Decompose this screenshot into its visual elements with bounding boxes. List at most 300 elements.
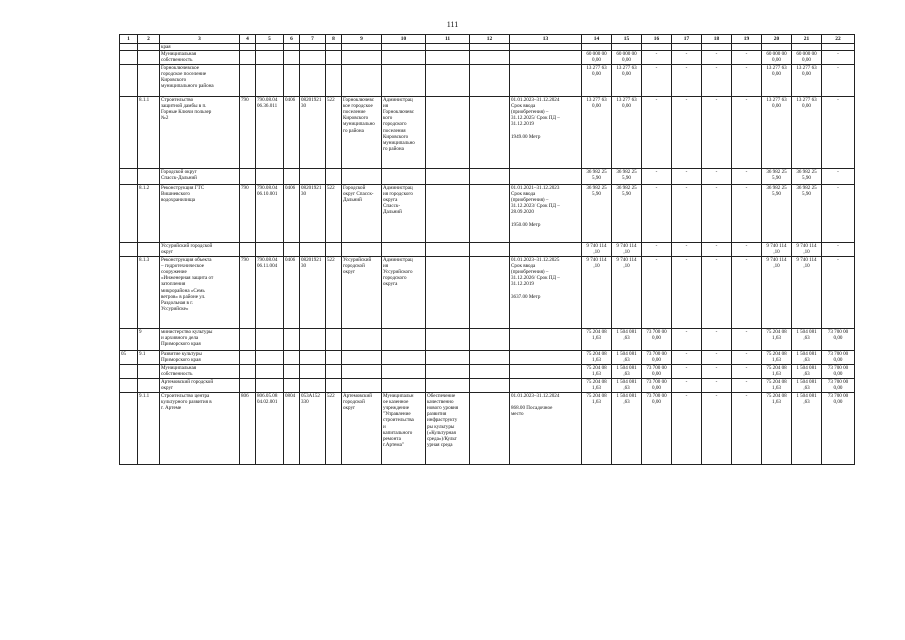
table-cell: 73 700 00 0,00	[822, 329, 855, 351]
table-row	[120, 51, 855, 65]
table-cell: -	[822, 65, 855, 97]
table-cell	[470, 51, 510, 65]
table-cell: -	[642, 97, 672, 169]
table-cell: 0406	[284, 97, 300, 169]
table-cell: -	[672, 379, 702, 393]
table-cell: Горноключевское городское поселение Кировского муниципального района	[160, 65, 240, 97]
table-cell: 73 700 00 0,00	[822, 351, 855, 365]
table-row	[120, 257, 855, 329]
table-cell	[326, 379, 342, 393]
table-cell: 9 740 114 ,10	[612, 243, 642, 257]
table-cell: Администрац ия городского округа Спасск- Дальний	[382, 185, 426, 243]
table-cell: 36 982 25 5,90	[582, 169, 612, 185]
table-cell: 806	[240, 393, 256, 465]
table-cell: 36 982 25 5,90	[762, 185, 792, 243]
table-cell	[120, 185, 138, 243]
table-cell	[382, 379, 426, 393]
table-cell: 1 504 081 ,63	[612, 365, 642, 379]
table-cell: -	[702, 185, 732, 243]
table-cell	[342, 379, 382, 393]
table-cell	[240, 243, 256, 257]
table-cell: 73 700 00 0,00	[642, 393, 672, 465]
table-row	[120, 65, 855, 97]
column-header: 5	[256, 35, 284, 44]
table-cell: 9.1	[138, 351, 160, 365]
table-cell	[342, 44, 382, 51]
table-cell	[426, 243, 470, 257]
table-cell	[326, 329, 342, 351]
table-cell	[342, 65, 382, 97]
table-cell: 73 700 00 0,00	[642, 365, 672, 379]
table-cell	[138, 169, 160, 185]
table-cell	[822, 44, 855, 51]
table-cell	[612, 44, 642, 51]
table-cell: Уссурийский городской округ	[342, 257, 382, 329]
table-cell	[510, 44, 582, 51]
column-header: 15	[612, 35, 642, 44]
table-cell	[426, 351, 470, 365]
table-cell: -	[672, 185, 702, 243]
table-cell: 01.01.2023–31.12.2025 Срок ввода (приобретения) – 31.12.2026/ Срок ПД – 31.12.2019 3637.00 Метр	[510, 257, 582, 329]
table-cell	[470, 257, 510, 329]
table-cell: 9 740 114 ,10	[792, 257, 822, 329]
table-cell: 13 277 63 0,00	[612, 65, 642, 97]
table-cell: 01.01.2021–31.12.2023 Срок ввода (приобретения) – 31.12.2023/ Срок ПД – 28.09.2020 1950.00 Метр	[510, 185, 582, 243]
table-cell	[426, 51, 470, 65]
table-cell	[120, 243, 138, 257]
table-cell: 36 982 25 5,90	[612, 169, 642, 185]
table-cell	[300, 51, 326, 65]
table-cell: 9 740 114 ,10	[762, 257, 792, 329]
table-cell	[256, 44, 284, 51]
table-cell	[284, 51, 300, 65]
column-header: 7	[300, 35, 326, 44]
table-cell	[470, 365, 510, 379]
table-cell	[300, 329, 326, 351]
table-cell	[120, 329, 138, 351]
table-cell: -	[702, 65, 732, 97]
table-cell	[582, 44, 612, 51]
table-cell	[120, 97, 138, 169]
table-cell: 0406	[284, 257, 300, 329]
table-cell: -	[732, 243, 762, 257]
table-cell	[256, 51, 284, 65]
table-cell: 36 982 25 5,90	[612, 185, 642, 243]
table-row	[120, 329, 855, 351]
table-cell: -	[642, 169, 672, 185]
header-row	[120, 35, 855, 44]
table-cell	[138, 243, 160, 257]
table-cell	[284, 365, 300, 379]
table-cell	[284, 44, 300, 51]
table-cell	[284, 329, 300, 351]
table-cell: -	[702, 169, 732, 185]
column-header: 3	[160, 35, 240, 44]
table-cell	[470, 379, 510, 393]
table-cell: Уссурийский городской округ	[160, 243, 240, 257]
table-cell: 0406	[284, 185, 300, 243]
table-cell: 9 740 114 ,10	[582, 257, 612, 329]
table-cell: -	[672, 329, 702, 351]
table-cell	[300, 379, 326, 393]
table-cell: 75 204 08 1,63	[762, 379, 792, 393]
table-cell	[120, 65, 138, 97]
column-header: 17	[672, 35, 702, 44]
table-cell: -	[642, 257, 672, 329]
table-cell: -	[732, 169, 762, 185]
table-cell	[426, 44, 470, 51]
table-cell	[326, 44, 342, 51]
table-cell: 9 740 114 ,10	[792, 243, 822, 257]
table-cell: 790.08.04 06.11.004	[256, 257, 284, 329]
table-cell: Реконструкция ГТС Вишневского водохранилища	[160, 185, 240, 243]
table-cell	[256, 365, 284, 379]
table-cell: 75 204 08 1,63	[762, 393, 792, 465]
table-cell	[702, 44, 732, 51]
table-cell	[382, 243, 426, 257]
table-cell: 60 000 00 0,00	[612, 51, 642, 65]
table-cell: 522	[326, 97, 342, 169]
table-cell	[470, 44, 510, 51]
table-cell: 1 504 081 ,63	[612, 393, 642, 465]
table-cell	[300, 365, 326, 379]
table-cell: 36 982 25 5,90	[792, 185, 822, 243]
table-cell	[762, 44, 792, 51]
table-cell	[510, 51, 582, 65]
table-cell: 36 982 25 5,90	[762, 169, 792, 185]
column-header: 8	[326, 35, 342, 44]
table-cell	[300, 243, 326, 257]
table-cell: 08201921 30	[300, 257, 326, 329]
table-cell: -	[702, 243, 732, 257]
table-cell	[342, 329, 382, 351]
table-cell	[426, 169, 470, 185]
table-cell: 73 700 00 0,00	[642, 351, 672, 365]
table-cell	[300, 169, 326, 185]
table-cell	[510, 379, 582, 393]
table-cell: 73 700 00 0,00	[642, 329, 672, 351]
table-cell	[256, 169, 284, 185]
table-cell	[382, 169, 426, 185]
table-cell	[240, 329, 256, 351]
table-cell: 1 504 081 ,63	[792, 379, 822, 393]
table-cell	[256, 243, 284, 257]
column-header: 19	[732, 35, 762, 44]
table-row	[120, 97, 855, 169]
table-cell: 522	[326, 257, 342, 329]
table-cell: 75 204 08 1,63	[762, 351, 792, 365]
table-cell	[342, 243, 382, 257]
table-cell	[240, 169, 256, 185]
table-cell	[342, 365, 382, 379]
table-cell: Строительство центра культурного развития в г. Артеме	[160, 393, 240, 465]
table-cell	[510, 351, 582, 365]
table-cell	[326, 169, 342, 185]
table-cell	[382, 365, 426, 379]
table-cell: 9 740 114 ,10	[612, 257, 642, 329]
column-header: 22	[822, 35, 855, 44]
table-cell	[300, 44, 326, 51]
table-cell: -	[642, 51, 672, 65]
column-header: 16	[642, 35, 672, 44]
table-cell	[732, 44, 762, 51]
table-cell	[426, 379, 470, 393]
table-cell: 60 000 00 0,00	[762, 51, 792, 65]
table-cell: 36 982 25 5,90	[582, 185, 612, 243]
table-cell: 01.01.2023–31.12.2024 Срок ввода (приобретения) – 31.12.2025/ Срок ПД – 31.12.2019 1949.00 Метр	[510, 97, 582, 169]
table-cell	[510, 365, 582, 379]
table-cell	[470, 65, 510, 97]
table-cell: -	[822, 185, 855, 243]
table-row	[120, 185, 855, 243]
table-cell	[256, 329, 284, 351]
table-row	[120, 44, 855, 51]
table-cell: 9 740 114 ,10	[582, 243, 612, 257]
table-cell	[426, 365, 470, 379]
table-cell: -	[642, 185, 672, 243]
table-cell	[470, 393, 510, 465]
table-cell	[342, 169, 382, 185]
table-cell: -	[702, 257, 732, 329]
table-cell: 790	[240, 257, 256, 329]
table-cell: 9 740 114 ,10	[762, 243, 792, 257]
table-cell: Городской округ Спасск-Дальний	[160, 169, 240, 185]
column-header: 2	[138, 35, 160, 44]
table-cell: 75 204 08 1,63	[582, 379, 612, 393]
table-cell: министерство культуры и архивного дела Приморского края	[160, 329, 240, 351]
table-cell: 1 504 081 ,63	[612, 329, 642, 351]
table-cell: -	[642, 243, 672, 257]
table-cell	[510, 329, 582, 351]
table-cell: 13 277 63 0,00	[762, 65, 792, 97]
table-cell	[284, 243, 300, 257]
table-cell: -	[732, 97, 762, 169]
table-cell	[138, 44, 160, 51]
table-cell	[120, 393, 138, 465]
table-cell	[382, 65, 426, 97]
column-header: 10	[382, 35, 426, 44]
column-header: 13	[510, 35, 582, 44]
table-cell: Муниципальная собственность	[160, 365, 240, 379]
table-cell	[240, 65, 256, 97]
table-cell: 73 700 00 0,00	[822, 393, 855, 465]
table-cell: -	[732, 65, 762, 97]
table-cell: 1 504 081 ,63	[792, 365, 822, 379]
table-cell: 9.1.1	[138, 393, 160, 465]
table-row	[120, 169, 855, 185]
table-cell: Обеспечение качественно нового уровня развития инфраструкту ры культуры («Культурная среда»)/Культ урная среда	[426, 393, 470, 465]
table-cell: Реконструкция объекта – гидротехническое сооружение «Инженерная защита от затопления микрорайона «Семь ветров» в районе ул. Раздольная в г. Уссурийске»	[160, 257, 240, 329]
column-header: 1	[120, 35, 138, 44]
column-header: 14	[582, 35, 612, 44]
table-cell	[138, 379, 160, 393]
table-cell: 1 504 081 ,63	[792, 329, 822, 351]
table-body	[120, 35, 855, 465]
table-cell: 01.01.2023–31.12.2024 868.00 Посадочное место	[510, 393, 582, 465]
table-cell	[256, 379, 284, 393]
table-cell: Строительство защитной дамбы в п. Горные Ключи пользер №2	[160, 97, 240, 169]
table-cell: 60 000 00 0,00	[792, 51, 822, 65]
table-cell: Артемовский городской округ	[342, 393, 382, 465]
table-cell: Городской округ Спасск- Дальний	[342, 185, 382, 243]
table-cell	[138, 51, 160, 65]
table-cell: 522	[326, 185, 342, 243]
table-cell	[792, 44, 822, 51]
table-cell: 13 277 63 0,00	[582, 97, 612, 169]
table-cell	[284, 169, 300, 185]
table-cell: -	[702, 97, 732, 169]
table-cell: 13 277 63 0,00	[612, 97, 642, 169]
table-cell: -	[702, 379, 732, 393]
table-cell	[120, 365, 138, 379]
table-cell	[240, 365, 256, 379]
table-cell: 75 204 08 1,63	[762, 329, 792, 351]
column-header: 6	[284, 35, 300, 44]
table-cell: 08201921 30	[300, 97, 326, 169]
table-cell: 1 504 081 ,63	[792, 393, 822, 465]
table-cell: 73 700 00 0,00	[822, 365, 855, 379]
table-cell	[240, 379, 256, 393]
table-cell: 36 982 25 5,90	[792, 169, 822, 185]
table-cell: 8.1.1	[138, 97, 160, 169]
table-cell: 13 277 63 0,00	[792, 65, 822, 97]
table-cell	[120, 379, 138, 393]
table-cell: Администрац ия Горноключевс кого городского поселения Кировского муниципально го района	[382, 97, 426, 169]
table-cell	[120, 44, 138, 51]
table-cell	[240, 351, 256, 365]
table-cell: -	[672, 51, 702, 65]
table-cell: 053А152 330	[300, 393, 326, 465]
table-cell: Муниципальная собственность	[160, 51, 240, 65]
table-cell: 75 204 08 1,63	[582, 365, 612, 379]
table-cell	[326, 365, 342, 379]
table-cell	[284, 65, 300, 97]
table-cell	[642, 44, 672, 51]
table-cell	[426, 185, 470, 243]
table-cell	[120, 257, 138, 329]
table-cell: Развитие культуры Приморского края	[160, 351, 240, 365]
table-cell: -	[732, 51, 762, 65]
table-cell: 75 204 08 1,63	[762, 365, 792, 379]
table-cell	[326, 351, 342, 365]
table-row	[120, 365, 855, 379]
table-cell: 790	[240, 97, 256, 169]
table-cell: -	[732, 365, 762, 379]
column-header: 11	[426, 35, 470, 44]
table-cell: -	[702, 329, 732, 351]
table-cell: Муниципальн ое казенное учреждение "Управление строительства и капитального ремонта г.Артема"	[382, 393, 426, 465]
table-cell	[342, 51, 382, 65]
table-cell	[510, 65, 582, 97]
page-number: 111	[446, 20, 459, 29]
table-cell	[382, 51, 426, 65]
table-cell: 806.05.08 04.02.001	[256, 393, 284, 465]
column-header: 9	[342, 35, 382, 44]
table-cell: -	[702, 351, 732, 365]
table-cell	[240, 44, 256, 51]
table-cell: -	[672, 169, 702, 185]
table-cell: -	[672, 365, 702, 379]
table-cell	[426, 329, 470, 351]
table-cell: 0804	[284, 393, 300, 465]
table-cell	[426, 97, 470, 169]
table-cell	[256, 351, 284, 365]
table-cell: 75 204 08 1,63	[582, 393, 612, 465]
table-cell: 05	[120, 351, 138, 365]
table-cell	[326, 243, 342, 257]
table-cell: -	[822, 243, 855, 257]
table-cell: -	[702, 393, 732, 465]
table-cell	[120, 51, 138, 65]
table-cell	[284, 379, 300, 393]
table-cell	[382, 44, 426, 51]
table-cell: -	[732, 185, 762, 243]
table-cell: -	[822, 97, 855, 169]
table-cell: -	[732, 351, 762, 365]
table-cell: -	[672, 97, 702, 169]
table-cell	[510, 169, 582, 185]
table-cell: 13 277 63 0,00	[792, 97, 822, 169]
table-cell	[672, 44, 702, 51]
table-cell: 1 504 081 ,63	[612, 351, 642, 365]
table-cell	[300, 65, 326, 97]
table-cell	[240, 51, 256, 65]
table-cell: 8.1.3	[138, 257, 160, 329]
table-cell	[470, 329, 510, 351]
table-cell	[284, 351, 300, 365]
table-cell: -	[822, 169, 855, 185]
table-cell: -	[672, 65, 702, 97]
table-cell: -	[702, 51, 732, 65]
table-cell	[138, 65, 160, 97]
table-cell: -	[732, 257, 762, 329]
table-cell: -	[822, 51, 855, 65]
column-header: 18	[702, 35, 732, 44]
table-row	[120, 243, 855, 257]
table-cell: 790.08.04 06.10.001	[256, 185, 284, 243]
table-cell: Артемовский городской округ	[160, 379, 240, 393]
table-cell: 790.08.04 06.36.011	[256, 97, 284, 169]
table-cell: -	[732, 329, 762, 351]
table-cell: края	[160, 44, 240, 51]
table-cell	[382, 329, 426, 351]
table-cell	[426, 65, 470, 97]
table-cell: 75 204 08 1,63	[582, 351, 612, 365]
column-header: 4	[240, 35, 256, 44]
table-cell: -	[672, 257, 702, 329]
table-cell: 1 504 081 ,63	[792, 351, 822, 365]
table-cell: -	[822, 257, 855, 329]
table-cell	[510, 243, 582, 257]
table-cell	[120, 169, 138, 185]
table-cell	[300, 351, 326, 365]
table-cell	[470, 169, 510, 185]
table-row	[120, 393, 855, 465]
table-cell	[326, 51, 342, 65]
table-cell: -	[672, 243, 702, 257]
table-cell: 08201921 30	[300, 185, 326, 243]
column-header: 21	[792, 35, 822, 44]
table-cell: 9	[138, 329, 160, 351]
table-cell: 75 204 08 1,63	[582, 329, 612, 351]
table-cell: -	[732, 379, 762, 393]
table-cell: Администрац ия Уссурийского городского округа	[382, 257, 426, 329]
table-cell	[342, 351, 382, 365]
table-cell: -	[642, 65, 672, 97]
table-cell	[256, 65, 284, 97]
budget-table	[119, 34, 855, 465]
table-cell	[470, 243, 510, 257]
